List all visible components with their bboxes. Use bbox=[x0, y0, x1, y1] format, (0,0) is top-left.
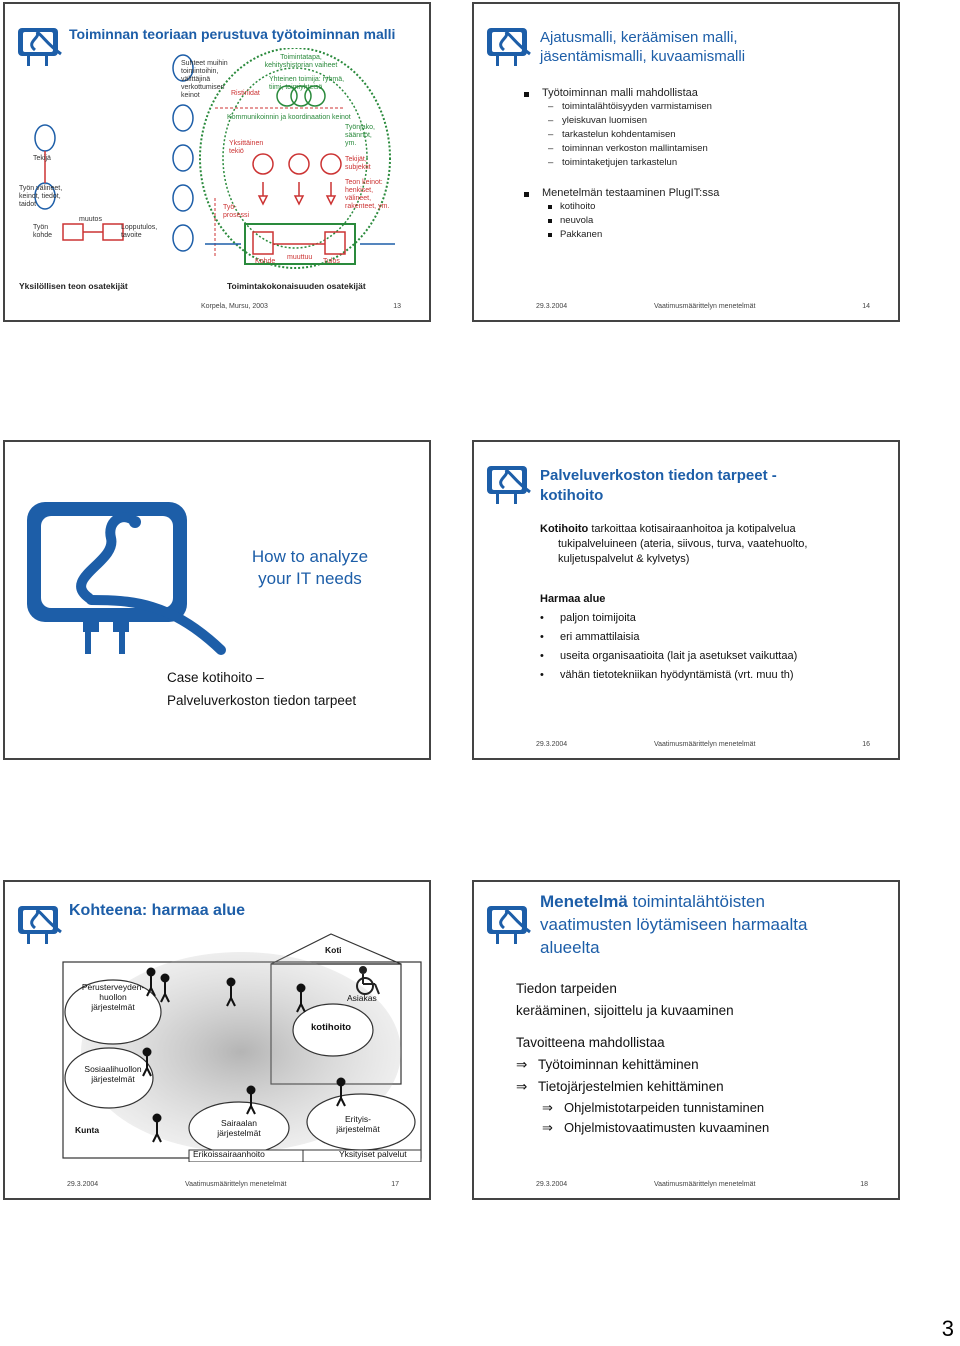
label-toimintatapa: Toimintatapa, kehityshistorian vaiheet bbox=[264, 54, 338, 69]
label-ristiriidat: Ristiriidat bbox=[231, 90, 260, 97]
label-diag-muuttuu: muuttuu bbox=[287, 254, 313, 261]
footer-page-number: 14 bbox=[862, 303, 870, 310]
large-logo-icon bbox=[21, 482, 231, 692]
sub-item: – toimintalähtöisyyden varmistamisen bbox=[548, 100, 884, 114]
label-tekijat: Tekijät, subjektit bbox=[345, 156, 371, 171]
title-bold: Menetelmä bbox=[540, 892, 628, 911]
bottom-left-heading: Yksilöllisen teon osatekijät bbox=[19, 281, 128, 291]
harmaa-section bbox=[540, 590, 890, 685]
logo-icon bbox=[484, 462, 538, 506]
title-line-1: Ajatusmalli, keräämisen malli, bbox=[540, 29, 738, 46]
list-item: ⇒ Ohjelmistotarpeiden tunnistaminen bbox=[542, 1098, 886, 1118]
footer-course: Vaatimusmäärittelyn menetelmät bbox=[185, 1181, 287, 1188]
label-lopputulos: Lopputulos, tavoite bbox=[121, 224, 158, 239]
label-tyonjako: Työnjako, säännöt, ym. bbox=[345, 124, 375, 147]
bullet-item: Menetelmän testaaminen PlugIT:ssa bbox=[524, 186, 884, 200]
label-koti: Koti bbox=[325, 945, 342, 955]
label-sosiaalihuollon: Sosiaalihuollon järjestelmät bbox=[84, 1064, 142, 1084]
label-diag-kohde: Kohde bbox=[255, 258, 276, 265]
list-item: ⇒ Työtoiminnan kehittäminen bbox=[516, 1054, 886, 1076]
slide-13 bbox=[3, 2, 431, 322]
title-line-2: vaatimusten löytämiseen harmaalta bbox=[540, 915, 808, 934]
slide-14-title bbox=[540, 28, 745, 66]
logo-icon bbox=[484, 902, 538, 946]
sub-item: – toiminnan verkoston mallintamisen bbox=[548, 142, 884, 156]
kotihoito-text-line3: kuljetuspalvelut & kylvetys) bbox=[558, 553, 690, 565]
label-tekija: Tekijä bbox=[33, 155, 51, 162]
kotihoito-text-line2: tukipalveluineen (ateria, siivous, turva, vaatehuolto, bbox=[558, 538, 808, 550]
sub-list bbox=[548, 200, 884, 242]
sub-list bbox=[548, 100, 884, 170]
sub-goal-list bbox=[542, 1098, 886, 1138]
slide-15-subtitle bbox=[167, 666, 356, 712]
sub-item: neuvola bbox=[548, 214, 884, 228]
sub-item: – tarkastelun kohdentamisen bbox=[548, 128, 884, 142]
label-valineet: Työn välineet, keinot, tiedot, taidot bbox=[19, 185, 63, 208]
label-tyoprosessi: Työ-prosessi bbox=[223, 204, 250, 219]
footer-date: 29.3.2004 bbox=[67, 1181, 99, 1188]
label-perusterveydenhuollon: Perusterveyden-huollon järjestelmät bbox=[81, 982, 145, 1012]
kotihoito-text: tarkoittaa kotisairaanhoitoa ja kotipalvelua bbox=[588, 523, 796, 535]
slide-18-title bbox=[540, 890, 807, 959]
kotihoito-term: Kotihoito bbox=[540, 523, 589, 535]
label-suhteet: Suhteet muihin toimintoihin, välittäjinä verkottumisen keinot bbox=[181, 60, 228, 99]
list-item: • eri ammattilaisia bbox=[540, 628, 890, 647]
label-kunta: Kunta bbox=[75, 1125, 100, 1135]
tavoitteena-section bbox=[516, 1032, 886, 1138]
label-asiakas: Asiakas bbox=[347, 993, 377, 1003]
list-item: ⇒ Ohjelmistovaatimusten kuvaaminen bbox=[542, 1118, 886, 1138]
label-kotihoito: kotihoito bbox=[311, 1022, 352, 1033]
slide-15-title bbox=[205, 546, 415, 590]
harmaa-list bbox=[540, 609, 890, 685]
tiedon-tarpeiden bbox=[516, 978, 734, 1022]
footer-author: Korpela, Mursu, 2003 bbox=[201, 303, 268, 310]
slide-13-title: Toiminnan teoriaan perustuva työtoiminnan malli bbox=[69, 26, 396, 42]
title-rest: toimintalähtöisten bbox=[627, 892, 765, 911]
footer-course: Vaatimusmäärittelyn menetelmät bbox=[654, 741, 756, 748]
slide-17-title: Kohteena: harmaa alue bbox=[69, 902, 246, 919]
subtitle-line-2: Palveluverkoston tiedon tarpeet bbox=[167, 693, 357, 708]
footer-course: Vaatimusmäärittelyn menetelmät bbox=[654, 303, 756, 310]
footer-page-number: 16 bbox=[862, 741, 870, 748]
subtitle-line-1: Case kotihoito – bbox=[167, 670, 264, 685]
title-line-3: alueelta bbox=[540, 938, 600, 957]
goal-list bbox=[516, 1054, 886, 1098]
slide-14 bbox=[472, 2, 900, 322]
slide-16 bbox=[472, 440, 900, 760]
title-line-2: jäsentämismalli, kuvaamismalli bbox=[540, 48, 746, 65]
label-kommunikoinnin: Kommunikoinnin ja koordinaation keinot bbox=[227, 114, 351, 121]
harmaa-heading: Harmaa alue bbox=[540, 593, 606, 605]
bullet-list bbox=[524, 86, 884, 100]
title-line-2: kotihoito bbox=[540, 487, 604, 504]
footer-page-number: 18 bbox=[860, 1181, 868, 1188]
sub-item: – yleiskuvan luomisen bbox=[548, 114, 884, 128]
list-item: • paljon toimijoita bbox=[540, 609, 890, 628]
title-line-1: Palveluverkoston tiedon tarpeet - bbox=[540, 467, 777, 484]
footer-course: Vaatimusmäärittelyn menetelmät bbox=[654, 1181, 756, 1188]
slide-16-title bbox=[540, 466, 777, 506]
tiedon-line-1: Tiedon tarpeiden bbox=[516, 981, 617, 996]
list-item: ⇒ Tietojärjestelmien kehittäminen bbox=[516, 1076, 886, 1098]
label-erityis: Erityis-järjestelmät bbox=[336, 1114, 380, 1134]
logo-icon bbox=[484, 24, 538, 68]
slide-17 bbox=[3, 880, 431, 1200]
bullet-list bbox=[524, 186, 884, 200]
tiedon-line-2: kerääminen, sijoittelu ja kuvaaminen bbox=[516, 1003, 734, 1018]
list-item: • useita organisaatioita (lait ja asetukset vaikuttaa) bbox=[540, 647, 890, 666]
sub-item: – toimintaketjujen tarkastelun bbox=[548, 156, 884, 170]
slide-15 bbox=[3, 440, 431, 760]
sub-item: kotihoito bbox=[548, 200, 884, 214]
footer-page-number: 13 bbox=[393, 303, 401, 310]
slide-18 bbox=[472, 880, 900, 1200]
page-number: 3 bbox=[941, 1316, 954, 1341]
label-muutos: muutos bbox=[79, 216, 102, 223]
tavoitteena-heading: Tavoitteena mahdollistaa bbox=[516, 1035, 665, 1050]
label-yksittainen: Yksittäinen tekiö bbox=[229, 140, 264, 155]
slide-14-body bbox=[524, 86, 884, 242]
bottom-right-heading: Toimintakokonaisuuden osatekijät bbox=[227, 281, 366, 291]
footer-page-number: 17 bbox=[391, 1181, 399, 1188]
label-erikoissairaanhoito: Erikoissairaanhoito bbox=[193, 1149, 265, 1159]
label-yhteinen: Yhteinen toimija: ryhmä, tiimi, toimiyhteisö bbox=[269, 76, 345, 91]
label-yksityiset: Yksityiset palvelut bbox=[339, 1149, 407, 1159]
label-kohde: Työn kohde bbox=[33, 224, 53, 239]
list-item: • vähän tietotekniikan hyödyntämistä (vrt. muu th) bbox=[540, 666, 890, 685]
footer-date: 29.3.2004 bbox=[536, 1181, 568, 1188]
kotihoito-definition bbox=[540, 522, 890, 567]
label-teon-keinot: Teon keinot: henkiset, välineet, rakenteet, ym. bbox=[345, 179, 390, 210]
footer-date: 29.3.2004 bbox=[536, 303, 568, 310]
label-sairaalan: Sairaalan järjestelmät bbox=[217, 1118, 261, 1138]
bullet-item: Työtoiminnan malli mahdollistaa bbox=[524, 86, 884, 100]
footer-date: 29.3.2004 bbox=[536, 741, 568, 748]
label-diag-tulos: Tulos bbox=[323, 258, 340, 265]
sub-item: Pakkanen bbox=[548, 228, 884, 242]
title-line-2: your IT needs bbox=[258, 569, 362, 588]
title-line-1: How to analyze bbox=[251, 547, 369, 566]
